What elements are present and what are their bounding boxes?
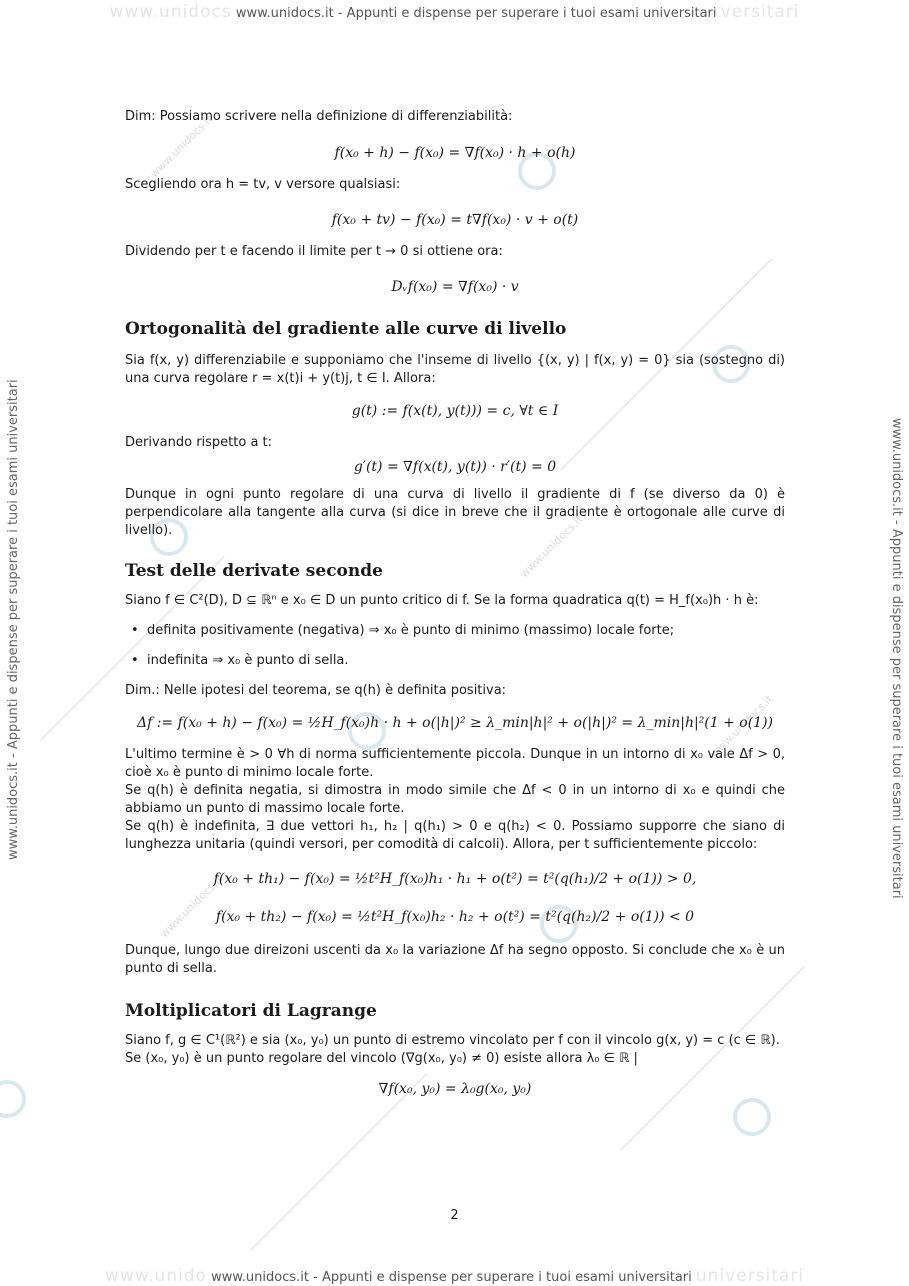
equation: g(t) := f(x(t), y(t))) = c, ∀t ∈ I bbox=[351, 403, 559, 419]
diagonal-watermark: www.unidocs.it bbox=[707, 692, 776, 761]
diagonal-watermark: www.unidocs.it bbox=[147, 112, 216, 181]
equation-directional-derivative: Dᵥf(x₀) = ∇f(x₀) · v bbox=[391, 279, 519, 295]
paragraph: L'ultimo termine è > 0 ∀h di norma sufficientemente piccola. Dunque in un intorno di x₀ vale Δf > 0, cioè x₀ è punto di minimo locale forte. bbox=[125, 747, 785, 780]
header-watermark-faded-right: versitari bbox=[720, 2, 800, 22]
proof-intro: Dim: Possiamo scrivere nella definizione di differenziabilità: bbox=[125, 109, 513, 124]
equation: ∇f(x₀, y₀) = λ₀g(x₀, y₀) bbox=[378, 1081, 532, 1097]
section-title: Moltiplicatori di Lagrange bbox=[125, 1001, 377, 1021]
paragraph: Derivando rispetto a t: bbox=[125, 435, 273, 450]
left-side-watermark: www.unidocs.it - Appunti e dispense per superare i tuoi esami universitari bbox=[6, 379, 21, 860]
right-side-watermark: www.unidocs.it - Appunti e dispense per superare i tuoi esami universitari bbox=[889, 418, 904, 899]
paragraph: Se q(h) è indefinita, ∃ due vettori h₁, h₂ | q(h₁) > 0 e q(h₂) < 0. Possiamo supporre che siano di lunghezza unitaria (quindi versori, per comodità di calcoli). Allora, per t sufficientemente piccolo: bbox=[125, 819, 785, 852]
section-title: Ortogonalità del gradiente alle curve di livello bbox=[125, 319, 567, 339]
paragraph: Siano f, g ∈ C¹(ℝ²) e sia (x₀, y₀) un punto di estremo vincolato per f con il vincolo g(x, y) = c (c ∈ ℝ). bbox=[125, 1033, 780, 1048]
footer-watermark-faded-left: www.unido bbox=[104, 1266, 207, 1286]
list-item: • indefinita ⇒ x₀ è punto di sella. bbox=[147, 652, 785, 670]
paragraph: Dunque, lungo due direizoni uscenti da x₀ la variazione Δf ha segno opposto. Si conclude che x₀ è un punto di sella. bbox=[125, 943, 785, 976]
paragraph: Se (x₀, y₀) è un punto regolare del vincolo (∇g(x₀, y₀) ≠ 0) esiste allora λ₀ ∈ ℝ | bbox=[125, 1051, 638, 1066]
paragraph: Dim.: Nelle ipotesi del teorema, se q(h) è definita positiva: bbox=[125, 683, 507, 698]
diagonal-watermark: www.unidocs.it bbox=[517, 512, 586, 581]
section-title: Test delle derivate seconde bbox=[125, 561, 383, 581]
equation-differentiability: f(x₀ + h) − f(x₀) = ∇f(x₀) · h + o(h) bbox=[334, 145, 576, 161]
bullet-list bbox=[125, 622, 785, 670]
footer-watermark-faded-right: universitari bbox=[695, 1266, 805, 1286]
watermark-logo-icon bbox=[733, 1098, 771, 1136]
footer-watermark-text: www.unidocs.it - Appunti e dispense per superare i tuoi esami universitari bbox=[211, 1270, 692, 1285]
header-watermark-text: www.unidocs.it - Appunti e dispense per superare i tuoi esami universitari bbox=[235, 6, 717, 21]
equation-direction: f(x₀ + tv) − f(x₀) = t∇f(x₀) · v + o(t) bbox=[331, 212, 579, 228]
paragraph: Siano f ∈ C²(D), D ⊆ ℝⁿ e x₀ ∈ D un punto critico di f. Se la forma quadratica q(t) = H_f(x₀)h · h è: bbox=[125, 593, 759, 608]
paragraph: Dunque in ogni punto regolare di una curva di livello il gradiente di f (se diverso da 0) è perpendicolare alla tangente alla curva (si dice in breve che il gradiente è ortogonale alle curve di livello). bbox=[125, 487, 785, 538]
proof-text: Scegliendo ora h = tv, v versore qualsiasi: bbox=[125, 177, 401, 192]
paragraph: Se q(h) è definita negatia, si dimostra in modo simile che Δf < 0 in un intorno di x₀ e quindi che abbiamo un punto di massimo locale forte. bbox=[125, 783, 785, 816]
diagonal-watermark: www.unidocs.it bbox=[157, 872, 226, 941]
proof-text: Dividendo per t e facendo il limite per t → 0 si ottiene ora: bbox=[125, 244, 503, 259]
equation: Δf := f(x₀ + h) − f(x₀) = ½H_f(x₀)h · h + o(|h|)² ≥ λ_min|h|² + o(|h|)² = λ_min|h|²(1 + o(1)) bbox=[136, 715, 774, 731]
watermark-logo-icon bbox=[0, 1080, 26, 1118]
equation: g′(t) = ∇f(x(t), y(t)) · r′(t) = 0 bbox=[353, 459, 557, 475]
page-content bbox=[125, 108, 785, 1098]
watermark-line bbox=[250, 1073, 427, 1250]
header-watermark-faded-left: www.unidocs bbox=[109, 2, 232, 22]
footer-watermark bbox=[0, 1266, 909, 1286]
paragraph: Sia f(x, y) differenziabile e supponiamo che l'inseme di livello {(x, y) | f(x, y) = 0} sia (sostegno di) una curva regolare r = x(t)i + y(t)j, t ∈ I. Allora: bbox=[125, 353, 785, 386]
list-item: • definita positivamente (negativa) ⇒ x₀ è punto di minimo (massimo) locale forte; bbox=[147, 622, 785, 640]
equation: f(x₀ + th₁) − f(x₀) = ½t²H_f(x₀)h₁ · h₁ + o(t²) = t²(q(h₁)/2 + o(1)) > 0, bbox=[213, 871, 697, 887]
header-watermark bbox=[0, 2, 909, 22]
equation: f(x₀ + th₂) − f(x₀) = ½t²H_f(x₀)h₂ · h₂ + o(t²) = t²(q(h₂)/2 + o(1)) < 0 bbox=[215, 909, 695, 925]
page-number: 2 bbox=[450, 1208, 459, 1223]
